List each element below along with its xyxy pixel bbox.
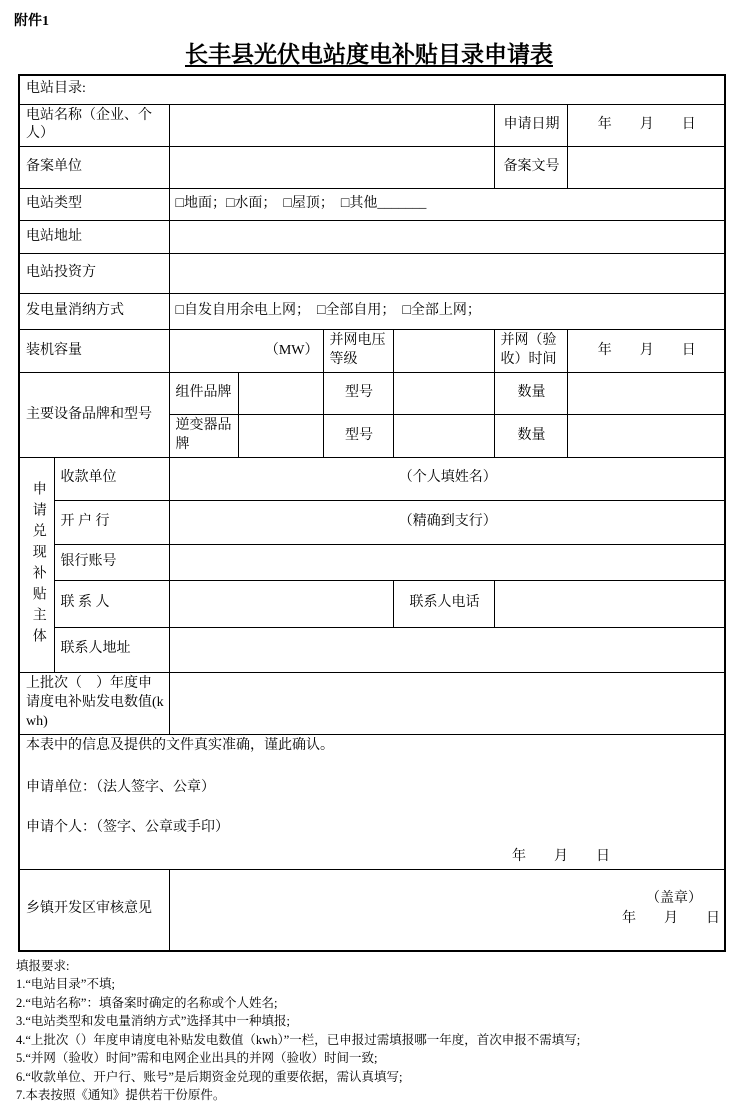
- inverter-brand-label: 逆变器品牌: [169, 415, 238, 458]
- row-station-address: [19, 221, 725, 254]
- contact-phone-label: 联系人电话: [393, 580, 494, 627]
- seal-hint: （盖章）: [646, 891, 703, 907]
- contact-phone-field: [494, 580, 725, 627]
- station-investor-label: 电站投资方: [19, 254, 169, 294]
- grid-time-field: 年 月 日: [567, 330, 725, 373]
- previous-batch-label: 上批次（ ）年度申请度电补贴发电数值(kwh): [19, 672, 169, 734]
- station-address-field: [169, 221, 725, 254]
- row-bank: [19, 500, 725, 544]
- row-module-brand: [19, 373, 725, 415]
- inverter-model-field: [393, 415, 494, 458]
- account-label: 银行账号: [54, 544, 169, 580]
- inverter-quantity-label: 数量: [494, 415, 567, 458]
- note-item-4: 4.“上批次（）年度申请度电补贴发电数值（kwh）”一栏，已申报过需填报哪一年度，首次申报不需填写;: [16, 1032, 581, 1047]
- inverter-brand-field: [238, 415, 323, 458]
- apply-person-line: 申请个人：（签字、公章或手印）: [26, 820, 229, 836]
- contact-address-field: [169, 627, 725, 672]
- station-investor-field: [169, 254, 725, 294]
- contact-field: [169, 580, 393, 627]
- confirmation-cell: [19, 734, 725, 870]
- filling-requirements: [16, 957, 724, 1105]
- catalog-label: 电站目录:: [19, 75, 725, 104]
- subsidy-entity-label: 申请兑现补贴主体: [30, 480, 46, 649]
- consumption-mode-label: 发电量消纳方式: [19, 294, 169, 330]
- attachment-label: 附件1: [14, 14, 49, 29]
- note-item-2: 2.“电站名称”：填备案时确定的名称或个人姓名;: [16, 995, 278, 1010]
- note-item-6: 6.“收款单位、开户行、账号”是后期资金兑现的重要依据，需认真填写;: [16, 1069, 403, 1084]
- row-station-investor: [19, 254, 725, 294]
- row-previous-batch: [19, 672, 725, 734]
- station-type-label: 电站类型: [19, 189, 169, 221]
- note-item-5: 5.“并网（验收）时间”需和电网企业出具的并网（验收）时间一致;: [16, 1051, 378, 1066]
- filing-doc-field: [567, 147, 725, 189]
- grid-time-label: 并网（验收）时间: [494, 330, 567, 373]
- module-brand-field: [238, 373, 323, 415]
- filing-unit-field: [169, 147, 494, 189]
- note-item-3: 3.“电站类型和发电量消纳方式”选择其中一种填报;: [16, 1014, 290, 1029]
- apply-unit-line: 申请单位：（法人签字、公章）: [26, 780, 215, 796]
- payee-field: （个人填姓名）: [169, 457, 725, 500]
- row-contact-address: [19, 627, 725, 672]
- grid-voltage-label: 并网电压等级: [323, 330, 393, 373]
- row-review: [19, 870, 725, 951]
- page-title: 长丰县光伏电站度电补贴目录申请表: [185, 42, 553, 67]
- row-contact: [19, 580, 725, 627]
- equipment-label: 主要设备品牌和型号: [19, 373, 169, 458]
- station-type-options: □地面；□水面； □屋顶； □其他_______: [169, 189, 725, 221]
- bank-field: （精确到支行）: [169, 500, 725, 544]
- filing-unit-label: 备案单位: [19, 147, 169, 189]
- confirm-statement: 本表中的信息及提供的文件真实准确，谨此确认。: [26, 737, 334, 753]
- apply-date-field: 年 月 日: [567, 104, 725, 147]
- row-payee: [19, 457, 725, 500]
- module-model-label: 型号: [323, 373, 393, 415]
- station-address-label: 电站地址: [19, 221, 169, 254]
- capacity-label: 装机容量: [19, 330, 169, 373]
- row-filing: [19, 147, 725, 189]
- note-item-1: 1.“电站目录”不填;: [16, 977, 115, 992]
- consumption-mode-options: □自发自用余电上网； □全部自用； □全部上网；: [169, 294, 725, 330]
- capacity-unit: （MW）: [169, 330, 323, 373]
- notes-title: 填报要求:: [16, 958, 70, 973]
- row-station-name: [19, 104, 725, 147]
- apply-date-label: 申请日期: [494, 104, 567, 147]
- previous-batch-field: [169, 672, 725, 734]
- module-model-field: [393, 373, 494, 415]
- inverter-quantity-field: [567, 415, 725, 458]
- review-label: 乡镇开发区审核意见: [19, 870, 169, 951]
- row-station-type: [19, 189, 725, 221]
- inverter-model-label: 型号: [323, 415, 393, 458]
- grid-voltage-field: [393, 330, 494, 373]
- module-quantity-field: [567, 373, 725, 415]
- row-capacity: [19, 330, 725, 373]
- row-account: [19, 544, 725, 580]
- payee-label: 收款单位: [54, 457, 169, 500]
- review-cell: [169, 870, 725, 951]
- contact-label: 联 系 人: [54, 580, 169, 627]
- filing-doc-label: 备案文号: [494, 147, 567, 189]
- row-catalog: [19, 75, 725, 104]
- bank-label: 开 户 行: [54, 500, 169, 544]
- account-field: [169, 544, 725, 580]
- contact-address-label: 联系人地址: [54, 627, 169, 672]
- review-date: 年 月 日: [622, 911, 721, 927]
- row-consumption-mode: [19, 294, 725, 330]
- station-name-field: [169, 104, 494, 147]
- confirm-date: 年 月 日: [512, 849, 611, 865]
- module-brand-label: 组件品牌: [169, 373, 238, 415]
- subsidy-entity-band: [19, 457, 54, 672]
- station-name-label: 电站名称（企业、个人）: [19, 104, 169, 147]
- note-item-7: 7.本表按照《通知》提供若干份原件。: [16, 1088, 226, 1103]
- application-form-table: [18, 74, 726, 952]
- module-quantity-label: 数量: [494, 373, 567, 415]
- row-confirmation: [19, 734, 725, 870]
